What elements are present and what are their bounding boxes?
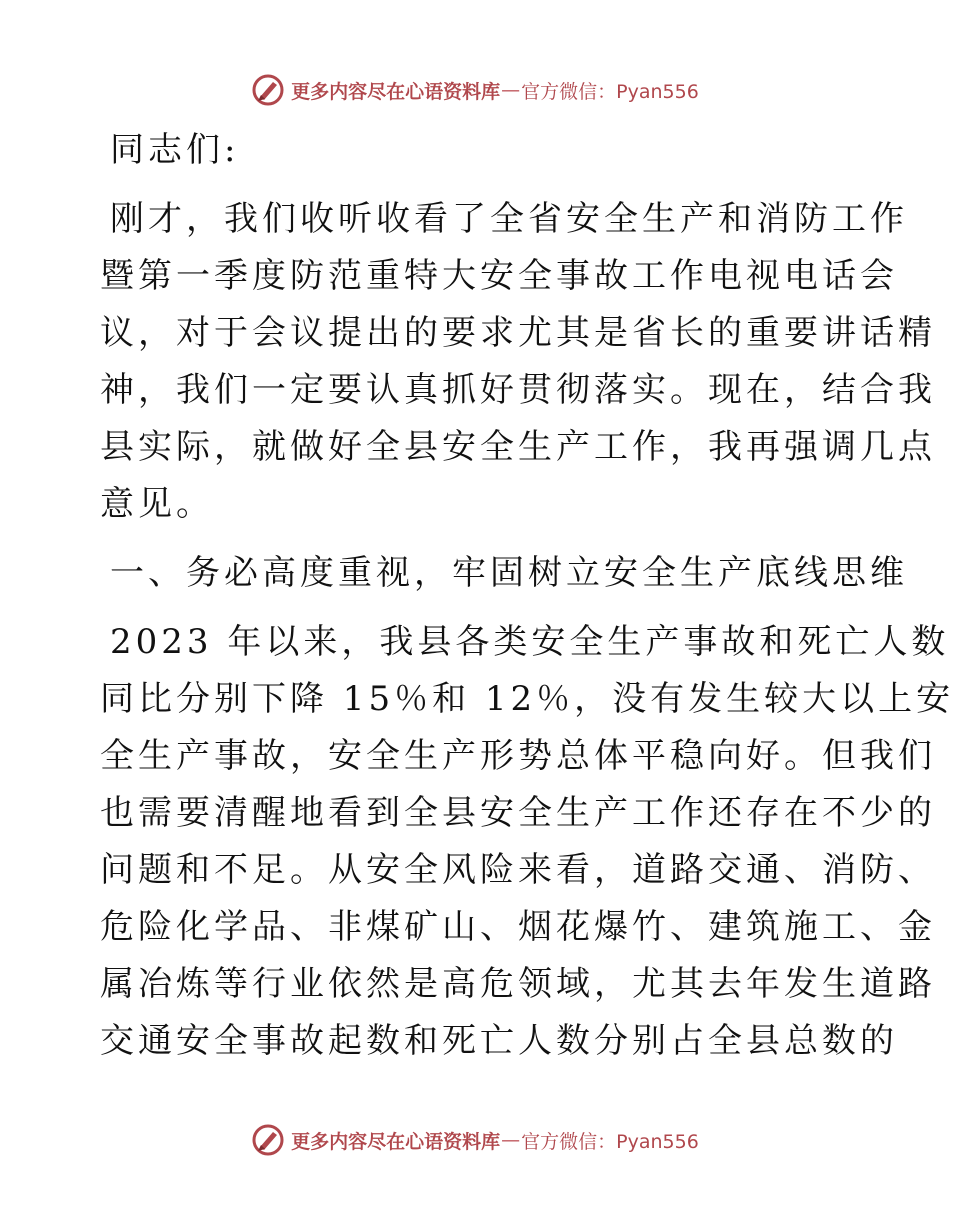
watermark-header: [0, 70, 950, 110]
watermark-site: 更多内容尽在心语资料库: [291, 80, 501, 103]
paragraph-line: 意见。: [100, 484, 214, 524]
paragraph-line: 问题和不足。从安全风险来看，道路交通、消防、: [100, 850, 936, 890]
document-body: [100, 122, 954, 1070]
paragraph-line: 全生产事故，安全生产形势总体平稳向好。但我们: [100, 736, 936, 776]
paragraph-line: 也需要清醒地看到全县安全生产工作还存在不少的: [100, 793, 936, 833]
watermark-footer: [0, 1120, 950, 1160]
paragraph-line: 2023 年以来，我县各类安全生产事故和死亡人数: [110, 622, 950, 662]
pen-seal-icon: [251, 73, 285, 107]
watermark-separator: —: [501, 79, 521, 101]
paragraph-line: 县实际，就做好全县安全生产工作，我再强调几点: [100, 427, 936, 467]
paragraph-1: [100, 191, 936, 533]
pen-seal-icon: [251, 1123, 285, 1157]
paragraph-line: 刚才，我们收听收看了全省安全生产和消防工作: [110, 199, 908, 239]
paragraph-line: 属冶炼等行业依然是高危领域，尤其去年发生道路: [100, 964, 936, 1004]
watermark-separator: —: [501, 1129, 521, 1151]
paragraph-line: 同比分别下降 15％和 12％，没有发生较大以上安: [100, 679, 954, 719]
watermark-site: 更多内容尽在心语资料库: [291, 1130, 501, 1153]
section-heading-1: 一、务必高度重视，牢固树立安全生产底线思维: [110, 553, 908, 593]
paragraph-line: 危险化学品、非煤矿山、烟花爆竹、建筑施工、金: [100, 907, 936, 947]
paragraph-line: 暨第一季度防范重特大安全事故工作电视电话会: [100, 256, 898, 296]
watermark-contact: 官方微信：Pyan556: [521, 80, 699, 103]
paragraph-line: 神，我们一定要认真抓好贯彻落实。现在，结合我: [100, 370, 936, 410]
paragraph-line: 议，对于会议提出的要求尤其是省长的重要讲话精: [100, 313, 936, 353]
watermark-contact: 官方微信：Pyan556: [521, 1130, 699, 1153]
paragraph-line: 交通安全事故起数和死亡人数分别占全县总数的: [100, 1021, 898, 1061]
paragraph-2: [100, 614, 954, 1070]
salutation: 同志们:: [110, 130, 240, 170]
